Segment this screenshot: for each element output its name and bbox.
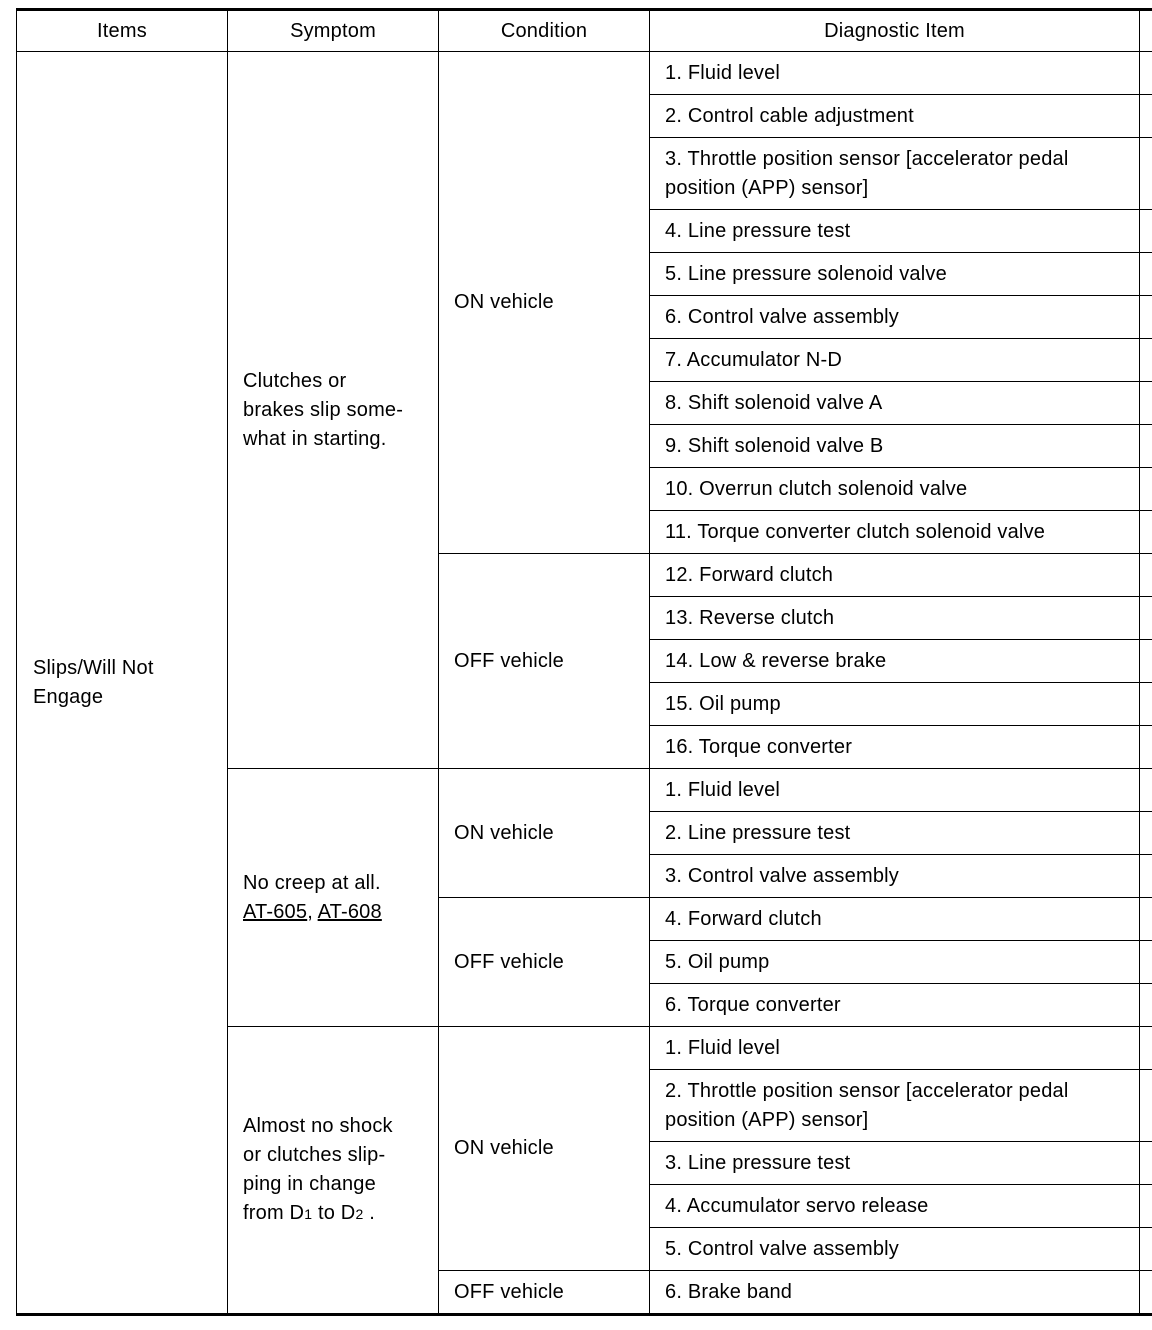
diagnostic-item: 2. Line pressure test <box>650 812 1140 855</box>
diagnostic-item: 3. Control valve assembly <box>650 855 1140 898</box>
table-row <box>17 52 1152 95</box>
symptom-line: from D1 to D2 . <box>243 1201 375 1224</box>
diagnostic-item: 2. Throttle position sensor [accelerator pedal position (APP) sensor] <box>650 1070 1140 1142</box>
header-extra-column <box>1140 10 1152 52</box>
diagnostic-item: 13. Reverse clutch <box>650 597 1140 640</box>
symptom-line: ping in change <box>243 1172 376 1195</box>
diagnostic-item: 1. Fluid level <box>650 769 1140 812</box>
diagnostic-item: 6. Torque converter <box>650 984 1140 1027</box>
condition-cell: OFF vehicle <box>439 1271 650 1315</box>
reference-link[interactable]: AT-605 <box>243 900 308 923</box>
header-symptom: Symptom <box>228 10 439 52</box>
diagnostic-table <box>16 8 1152 1316</box>
diagnostic-item: 15. Oil pump <box>650 683 1140 726</box>
symptom-cell-2 <box>228 769 439 1027</box>
diagnostic-item: 4. Forward clutch <box>650 898 1140 941</box>
diagnostic-item: 2. Control cable adjustment <box>650 95 1140 138</box>
diagnostic-item: 5. Line pressure solenoid valve <box>650 253 1140 296</box>
table-header-row <box>17 10 1152 52</box>
items-label: Slips/Will Not Engage <box>33 656 154 708</box>
condition-cell: ON vehicle <box>439 1027 650 1271</box>
symptom-line: what in starting. <box>243 427 387 450</box>
symptom-line: No creep at all. <box>243 871 381 894</box>
diagnostic-item: 14. Low & reverse brake <box>650 640 1140 683</box>
reference-link[interactable]: AT-608 <box>317 900 382 923</box>
symptom-line: Clutches or <box>243 369 347 392</box>
diagnostic-item: 4. Line pressure test <box>650 210 1140 253</box>
header-condition: Condition <box>439 10 650 52</box>
link-separator: , <box>307 900 313 923</box>
diagnostic-item: 3. Throttle position sensor [accelerator pedal position (APP) sensor] <box>650 138 1140 210</box>
diagnostic-item: 12. Forward clutch <box>650 554 1140 597</box>
diagnostic-item: 7. Accumulator N-D <box>650 339 1140 382</box>
diagnostic-item: 9. Shift solenoid valve B <box>650 425 1140 468</box>
diagnostic-item: 6. Control valve assembly <box>650 296 1140 339</box>
diagnostic-item: 10. Overrun clutch solenoid valve <box>650 468 1140 511</box>
symptom-cell-1 <box>228 52 439 769</box>
diagnostic-item: 1. Fluid level <box>650 52 1140 95</box>
diagnostic-item: 6. Brake band <box>650 1271 1140 1315</box>
diagnostic-item: 5. Control valve assembly <box>650 1228 1140 1271</box>
header-diagnostic-item: Diagnostic Item <box>650 10 1140 52</box>
symptom-line: or clutches slip- <box>243 1143 386 1166</box>
diagnostic-item: 5. Oil pump <box>650 941 1140 984</box>
condition-cell: OFF vehicle <box>439 554 650 769</box>
symptom-line: Almost no shock <box>243 1114 393 1137</box>
items-cell <box>17 52 228 1315</box>
symptom-line: brakes slip some- <box>243 398 404 421</box>
condition-cell: OFF vehicle <box>439 898 650 1027</box>
diagnostic-item: 11. Torque converter clutch solenoid valve <box>650 511 1140 554</box>
diagnostic-item: 4. Accumulator servo release <box>650 1185 1140 1228</box>
header-items: Items <box>17 10 228 52</box>
diagnostic-item: 8. Shift solenoid valve A <box>650 382 1140 425</box>
condition-cell: ON vehicle <box>439 769 650 898</box>
condition-cell: ON vehicle <box>439 52 650 554</box>
symptom-links <box>243 898 438 927</box>
diagnostic-item: 1. Fluid level <box>650 1027 1140 1070</box>
diagnostic-item: 3. Line pressure test <box>650 1142 1140 1185</box>
symptom-cell-3 <box>228 1027 439 1315</box>
diagnostic-item: 16. Torque converter <box>650 726 1140 769</box>
